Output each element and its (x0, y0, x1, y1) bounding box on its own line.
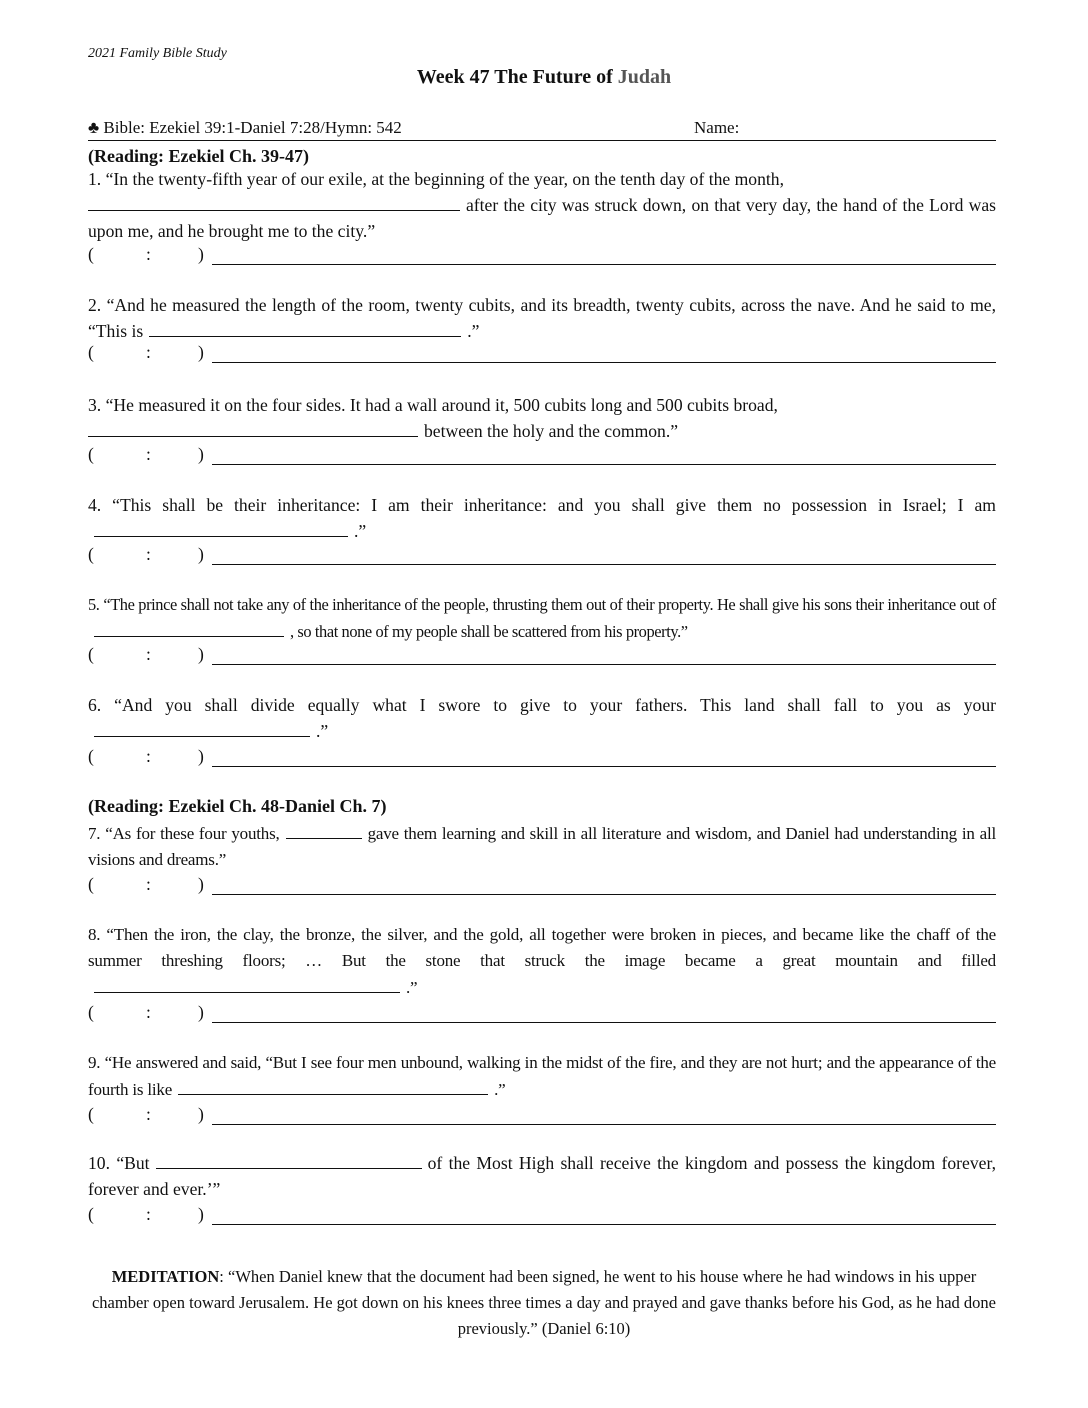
ref-close: ) (198, 644, 204, 664)
question-5 (88, 592, 996, 645)
question-text-before: 1. “In the twenty-fifth year of our exile, at the beginning of the year, on the tenth day of the month, (88, 169, 784, 189)
question-text-before: 7. “As for these four youths, (88, 824, 280, 843)
question-1 (88, 166, 996, 244)
question-text-after: .” (406, 978, 418, 997)
ref-open: ( (88, 746, 94, 766)
meditation-text: : “When Daniel knew that the document had been signed, he went to his house where he had windows in his upper chamber open toward Jerusalem. He got down on his knees three times a day and prayed and gave thanks before his God, as he had done previously.” (Daniel 6:10) (91, 1267, 996, 1338)
question-text-after: after the city was struck down, on that very day, the hand of the Lord was upon me, and he brought me to the city.” (88, 195, 996, 241)
question-10 (88, 1150, 996, 1202)
verse-reference-3[interactable] (88, 444, 996, 468)
answer-blank[interactable] (149, 318, 461, 337)
verse-reference-9[interactable] (88, 1104, 996, 1128)
question-text-after: of the Most High shall receive the kingdom and possess the kingdom forever, forever and ever.’” (88, 1153, 996, 1199)
ref-open: ( (88, 1104, 94, 1124)
ref-open: ( (88, 874, 94, 894)
ref-open: ( (88, 444, 94, 464)
title-highlight: Judah (617, 66, 672, 88)
ref-line (212, 1022, 996, 1023)
question-text-after: , so that none of my people shall be scattered from his property.” (290, 622, 688, 641)
question-8 (88, 922, 996, 1001)
ref-close: ) (198, 1104, 204, 1124)
ref-line (212, 1124, 996, 1125)
ref-colon: : (146, 1204, 151, 1224)
ref-open: ( (88, 1002, 94, 1022)
title-prefix: Week 47 The Future of (416, 66, 618, 88)
answer-blank[interactable] (94, 718, 310, 737)
ref-line (212, 766, 996, 767)
ref-colon: : (146, 1002, 151, 1022)
ref-line (212, 464, 996, 465)
ref-open: ( (88, 644, 94, 664)
name-label: Name: (694, 118, 740, 137)
verse-reference-4[interactable] (88, 544, 996, 568)
question-text-after: .” (316, 721, 329, 741)
question-text-before: 3. “He measured it on the four sides. It had a wall around it, 500 cubits long and 500 cubits broad, (88, 395, 778, 415)
info-line (88, 118, 996, 141)
meditation (88, 1264, 1000, 1342)
question-text-before: 9. “He answered and said, “But I see four men unbound, walking in the midst of the fire, and they are not hurt; and the appearance of the fourth is like (88, 1053, 996, 1099)
ref-open: ( (88, 1204, 94, 1224)
answer-blank[interactable] (286, 820, 362, 839)
ref-line (212, 564, 996, 565)
ref-colon: : (146, 644, 151, 664)
verse-reference-7[interactable] (88, 874, 996, 898)
ref-line (212, 664, 996, 665)
ref-open: ( (88, 244, 94, 264)
section-heading-2: (Reading: Ezekiel Ch. 48-Daniel Ch. 7) (88, 796, 387, 816)
answer-blank[interactable] (94, 618, 284, 637)
ref-close: ) (198, 1002, 204, 1022)
question-4 (88, 492, 996, 544)
question-text-before: 8. “Then the iron, the clay, the bronze, the silver, and the gold, all together were broken in pieces, and became like the chaff of the summer threshing floors; … But the stone that struck the image became a great mountain and filled (88, 925, 996, 970)
ref-close: ) (198, 746, 204, 766)
question-3 (88, 392, 996, 444)
answer-blank[interactable] (88, 192, 460, 211)
answer-blank[interactable] (88, 418, 418, 437)
ref-colon: : (146, 874, 151, 894)
page-title (0, 66, 1088, 89)
ref-colon: : (146, 746, 151, 766)
verse-reference-1[interactable] (88, 244, 996, 268)
answer-blank[interactable] (94, 518, 348, 537)
answer-blank[interactable] (94, 974, 400, 993)
question-text-after: .” (354, 521, 367, 541)
ref-line (212, 264, 996, 265)
ref-colon: : (146, 544, 151, 564)
verse-reference-10[interactable] (88, 1204, 996, 1228)
ref-colon: : (146, 342, 151, 362)
question-text-after: gave them learning and skill in all literature and wisdom, and Daniel had understanding in all visions and dreams.” (88, 824, 996, 869)
question-7 (88, 820, 996, 873)
ref-colon: : (146, 1104, 151, 1124)
question-text-after: .” (494, 1080, 506, 1099)
ref-line (212, 362, 996, 363)
ref-line (212, 1224, 996, 1225)
verse-reference-8[interactable] (88, 1002, 996, 1026)
answer-blank[interactable] (178, 1076, 488, 1095)
question-text-before: 10. “But (88, 1153, 150, 1173)
ref-line (212, 894, 996, 895)
verse-reference-6[interactable] (88, 746, 996, 770)
question-text-before: 5. “The prince shall not take any of the inheritance of the people, thrusting them out of their property. He shall give his sons their inheritance out of (88, 595, 996, 614)
ref-close: ) (198, 342, 204, 362)
question-text-after: between the holy and the common.” (424, 421, 679, 441)
answer-blank[interactable] (156, 1150, 422, 1169)
ref-open: ( (88, 544, 94, 564)
ref-open: ( (88, 342, 94, 362)
ref-colon: : (146, 244, 151, 264)
verse-reference-2[interactable] (88, 342, 996, 366)
ref-colon: : (146, 444, 151, 464)
ref-close: ) (198, 544, 204, 564)
verse-reference-5[interactable] (88, 644, 996, 668)
question-text-after: .” (467, 321, 480, 341)
ref-close: ) (198, 874, 204, 894)
question-6 (88, 692, 996, 744)
meditation-label: MEDITATION (111, 1267, 220, 1286)
section-heading-1: (Reading: Ezekiel Ch. 39-47) (88, 146, 309, 166)
question-2 (88, 292, 996, 344)
ref-close: ) (198, 1204, 204, 1224)
header-note: 2021 Family Bible Study (88, 46, 227, 61)
ref-close: ) (198, 244, 204, 264)
bible-reference: ♣ Bible: Ezekiel 39:1-Daniel 7:28/Hymn: 542 (88, 118, 402, 137)
question-text-before: 6. “And you shall divide equally what I swore to give to your fathers. This land shall fall to you as your (88, 695, 996, 715)
question-9 (88, 1050, 996, 1103)
question-text-before: 2. “And he measured the length of the room, twenty cubits, and its breadth, twenty cubits, across the nave. And he said to me, “This is (88, 295, 996, 341)
question-text-before: 4. “This shall be their inheritance: I am their inheritance: and you shall give them no possession in Israel; I am (88, 495, 996, 515)
ref-close: ) (198, 444, 204, 464)
